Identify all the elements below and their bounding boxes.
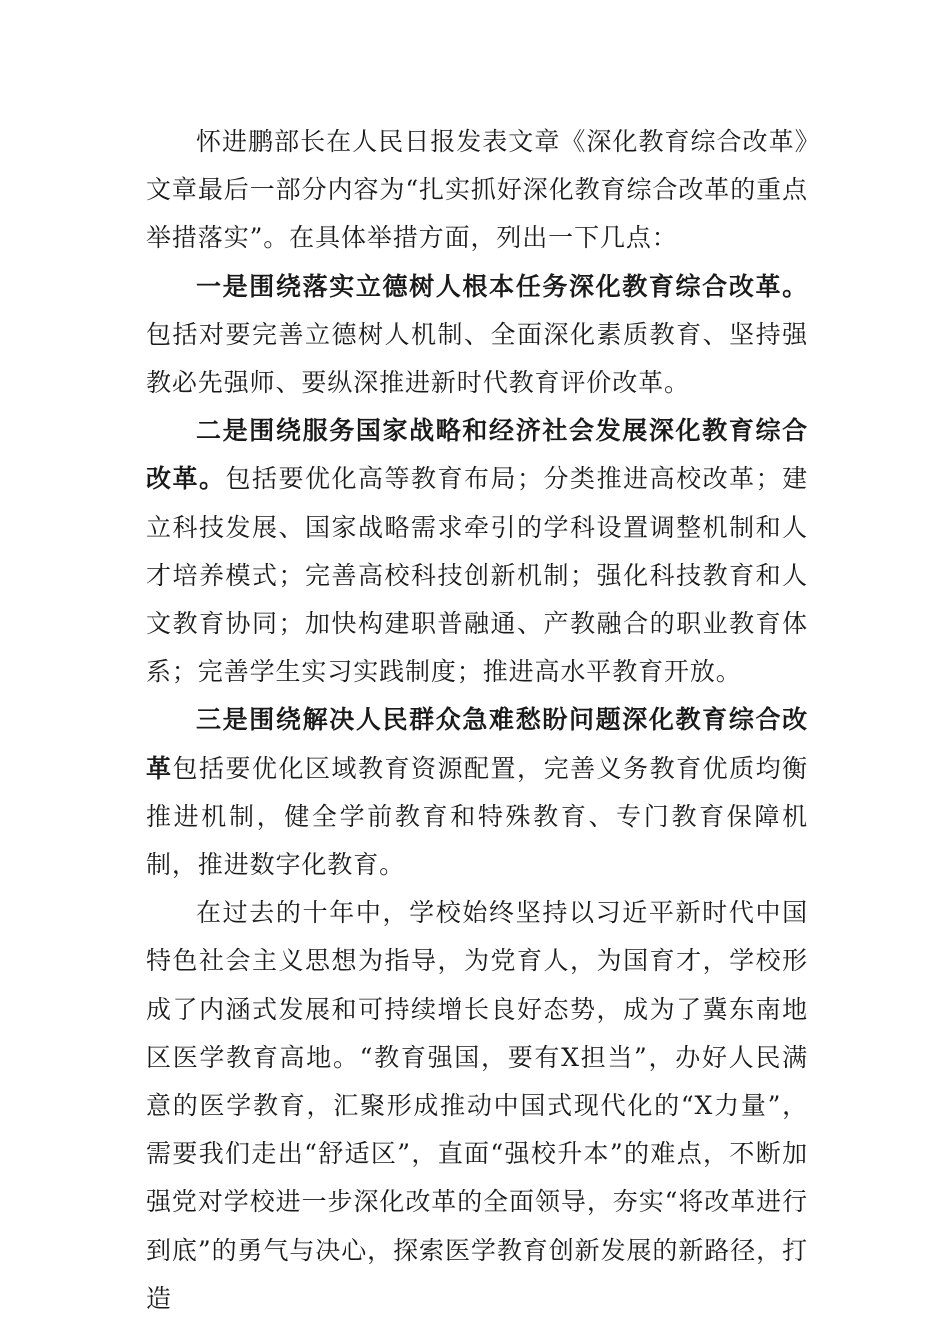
measure-one-text: 包括对要完善立德树人机制、全面深化素质教育、坚持强教必先强师、要纵深推进新时代教育评价改革。 (146, 319, 808, 398)
measure-two-heading: 二是围绕服务国家战略和经济社会发展深化教育综合改革。 (146, 416, 808, 494)
paragraph-school-review (146, 889, 808, 1323)
measure-three-heading: 三是围绕解决人民群众急难愁盼问题深化教育综合改革 (146, 705, 808, 783)
paragraph-intro (146, 118, 808, 263)
paragraph-measure-two (146, 407, 808, 696)
paragraph-school-review-text: 在过去的十年中，学校始终坚持以习近平新时代中国特色社会主义思想为指导，为党育人，为国育才，学校形成了内涵式发展和可持续增长良好态势，成为了冀东南地区医学教育高地。“教育强国，要有X担当”，办好人民满意的医学教育，汇聚形成推动中国式现代化的“X力量”，需要我们走出“舒适区”，直面“强校升本”的难点，不断加强党对学校进一步深化改革的全面领导，夯实“将改革进行到底”的勇气与决心，探索医学教育创新发展的新路径，打造 (146, 898, 808, 1313)
document-body (146, 118, 808, 1323)
paragraph-measure-one (146, 263, 808, 408)
paragraph-measure-three (146, 696, 808, 889)
measure-one-heading: 一是围绕落实立德树人根本任务深化教育综合改革。 (196, 271, 808, 301)
paragraph-intro-text: 怀进鹏部长在人民日报发表文章《深化教育综合改革》文章最后一部分内容为“扎实抓好深化教育综合改革的重点举措落实”。在具体举措方面，列出一下几点： (146, 127, 808, 253)
measure-two-text: 包括要优化高等教育布局；分类推进高校改革；建立科技发展、国家战略需求牵引的学科设置调整机制和人才培养模式；完善高校科技创新机制；强化科技教育和人文教育协同；加快构建职普融通、产教融合的职业教育体系；完善学生实习实践制度；推进高水平教育开放。 (146, 464, 808, 687)
measure-three-text: 包括要优化区域教育资源配置，完善义务教育优质均衡推进机制，健全学前教育和特殊教育、专门教育保障机制，推进数字化教育。 (146, 753, 808, 880)
